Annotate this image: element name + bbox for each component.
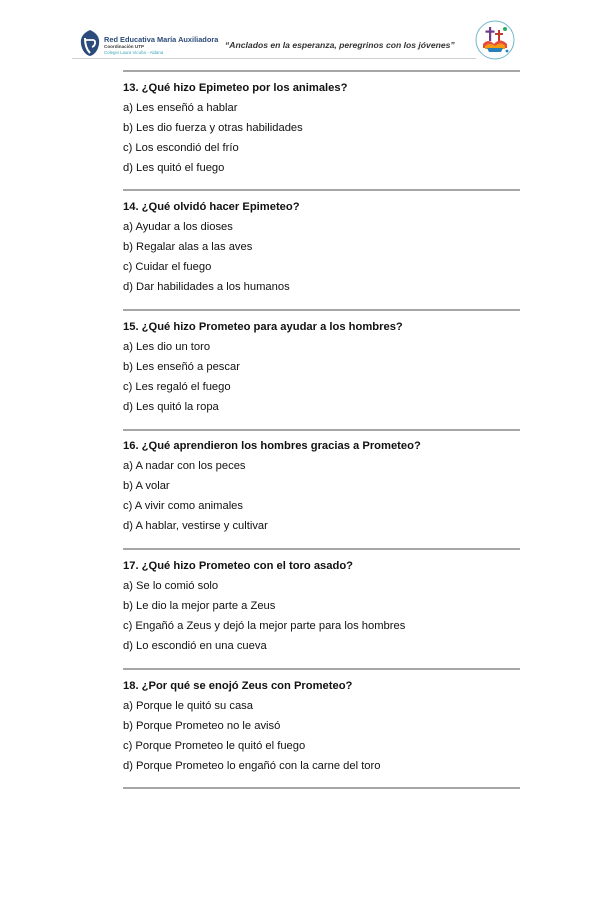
question-title: 13. ¿Qué hizo Epimeteo por los animales?	[123, 82, 348, 94]
question-15	[123, 320, 523, 420]
question-title: 15. ¿Qué hizo Prometeo para ayudar a los hombres?	[123, 321, 403, 333]
school-name: Colegio Laura Vicuña - Aldana	[104, 49, 164, 55]
question-title: 16. ¿Qué aprendieron los hombres gracias a Prometeo?	[123, 440, 421, 452]
answer-option: c) Los escondió del frío	[123, 142, 239, 154]
red-educativa-logo-icon	[78, 29, 102, 57]
answer-option: d) Lo escondió en una cueva	[123, 640, 267, 652]
answer-option: b) Les dio fuerza y otras habilidades	[123, 122, 303, 134]
question-title: 17. ¿Qué hizo Prometeo con el toro asado?	[123, 560, 354, 572]
answer-option: c) Cuidar el fuego	[123, 261, 212, 273]
question-16	[123, 439, 523, 539]
answer-option: c) A vivir como animales	[123, 500, 243, 512]
answer-option: a) Les enseñó a hablar	[123, 102, 238, 114]
question-divider	[123, 548, 520, 550]
question-title: 18. ¿Por qué se enojó Zeus con Prometeo?	[123, 680, 353, 692]
answer-option: c) Engañó a Zeus y dejó la mejor parte para los hombres	[123, 620, 406, 632]
answer-option: a) A nadar con los peces	[123, 460, 246, 472]
question-14	[123, 200, 523, 300]
answer-option: b) Le dio la mejor parte a Zeus	[123, 600, 276, 612]
organization-name: Red Educativa María Auxiliadora	[104, 35, 219, 44]
answer-option: d) Les quitó la ropa	[123, 401, 219, 413]
answer-option: d) Les quitó el fuego	[123, 162, 225, 174]
organization-department: Coordinación UTP	[104, 44, 145, 49]
answer-option: b) Porque Prometeo no le avisó	[123, 720, 281, 732]
question-divider	[123, 787, 520, 789]
answer-option: a) Porque le quitó su casa	[123, 700, 253, 712]
question-divider	[123, 70, 520, 72]
answer-option: d) A hablar, vestirse y cultivar	[123, 520, 268, 532]
answer-option: d) Dar habilidades a los humanos	[123, 281, 290, 293]
jubilee-emblem-icon	[474, 18, 516, 62]
answer-option: d) Porque Prometeo lo engañó con la carne del toro	[123, 760, 381, 772]
answer-option: c) Porque Prometeo le quitó el fuego	[123, 740, 306, 752]
answer-option: a) Les dio un toro	[123, 341, 211, 353]
answer-option: a) Ayudar a los dioses	[123, 221, 233, 233]
page-header	[0, 0, 589, 64]
answer-option: a) Se lo comió solo	[123, 580, 219, 592]
question-13	[123, 81, 523, 181]
header-divider	[72, 58, 476, 59]
question-divider	[123, 309, 520, 311]
question-18	[123, 679, 523, 779]
question-17	[123, 559, 523, 659]
question-divider	[123, 429, 520, 431]
answer-option: b) Les enseñó a pescar	[123, 361, 240, 373]
answer-option: c) Les regaló el fuego	[123, 381, 231, 393]
motto: “Anclados en la esperanza, peregrinos con los jóvenes”	[225, 40, 455, 50]
question-divider	[123, 189, 520, 191]
organization-block	[104, 35, 244, 55]
question-title: 14. ¿Qué olvidó hacer Epimeteo?	[123, 201, 300, 213]
answer-option: b) Regalar alas a las aves	[123, 241, 253, 253]
answer-option: b) A volar	[123, 480, 170, 492]
question-divider	[123, 668, 520, 670]
